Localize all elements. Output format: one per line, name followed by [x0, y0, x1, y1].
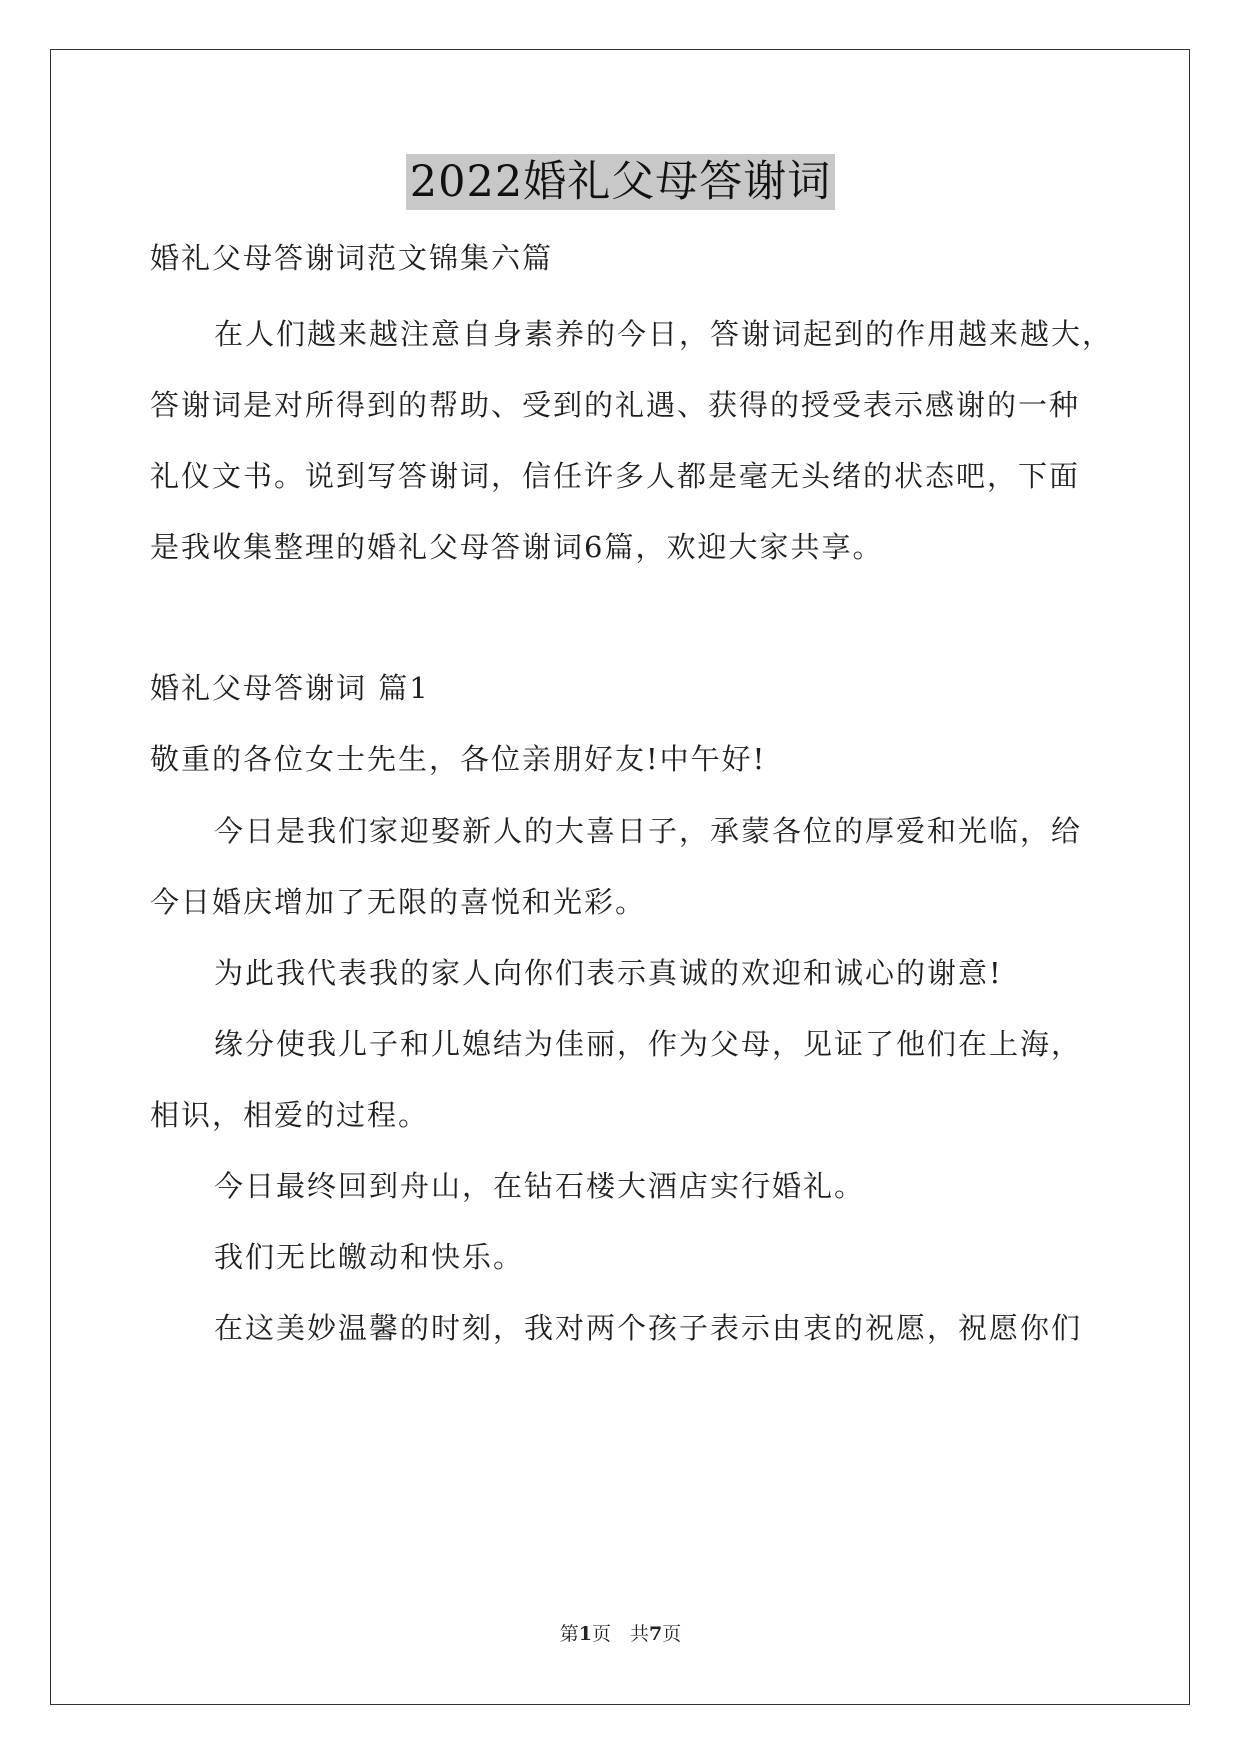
- body-line: 缘分使我儿子和儿媳结为佳丽，作为父母，见证了他们在上海，: [214, 1027, 1083, 1061]
- page-footer: [0, 1622, 1241, 1646]
- footer-page-suffix: 页: [662, 1623, 682, 1645]
- document-title: 2022婚礼父母答谢词: [406, 154, 835, 210]
- title-container: [0, 154, 1241, 210]
- intro-line: 礼仪文书。说到写答谢词，信任许多人都是毫无头绪的状态吧，下面: [150, 459, 1081, 493]
- body-line: 今日最终回到舟山，在钻石楼大酒店实行婚礼。: [214, 1169, 866, 1203]
- intro-line: 答谢词是对所得到的帮助、受到的礼遇、获得的授受表示感谢的一种: [150, 388, 1081, 422]
- section-heading: 婚礼父母答谢词 篇1: [150, 671, 430, 705]
- footer-page-mid: 页 共: [591, 1623, 649, 1645]
- document-subtitle: 婚礼父母答谢词范文锦集六篇: [150, 241, 554, 275]
- footer-page-prefix: 第: [559, 1623, 579, 1645]
- body-line: 我们无比皦动和快乐。: [214, 1240, 525, 1274]
- intro-line: 是我收集整理的婚礼父母答谢词6篇，欢迎大家共享。: [150, 530, 884, 564]
- body-line: 在这美妙温馨的时刻，我对两个孩子表示由衷的祝愿，祝愿你们: [214, 1311, 1083, 1345]
- footer-page-total: 7: [649, 1623, 663, 1645]
- body-line: 今日婚庆增加了无限的喜悦和光彩。: [150, 885, 647, 919]
- body-line: 为此我代表我的家人向你们表示真诚的欢迎和诚心的谢意!: [214, 956, 1003, 990]
- body-line: 敬重的各位女士先生，各位亲朋好友!中午好!: [150, 742, 767, 776]
- body-line: 今日是我们家迎娶新人的大喜日子，承蒙各位的厚爱和光临，给: [214, 814, 1083, 848]
- page-border: [50, 49, 1190, 1705]
- body-line: 相识，相爱的过程。: [150, 1098, 430, 1132]
- intro-line: 在人们越来越注意自身素养的今日，答谢词起到的作用越来越大，: [214, 317, 1114, 351]
- footer-page-current: 1: [578, 1623, 592, 1645]
